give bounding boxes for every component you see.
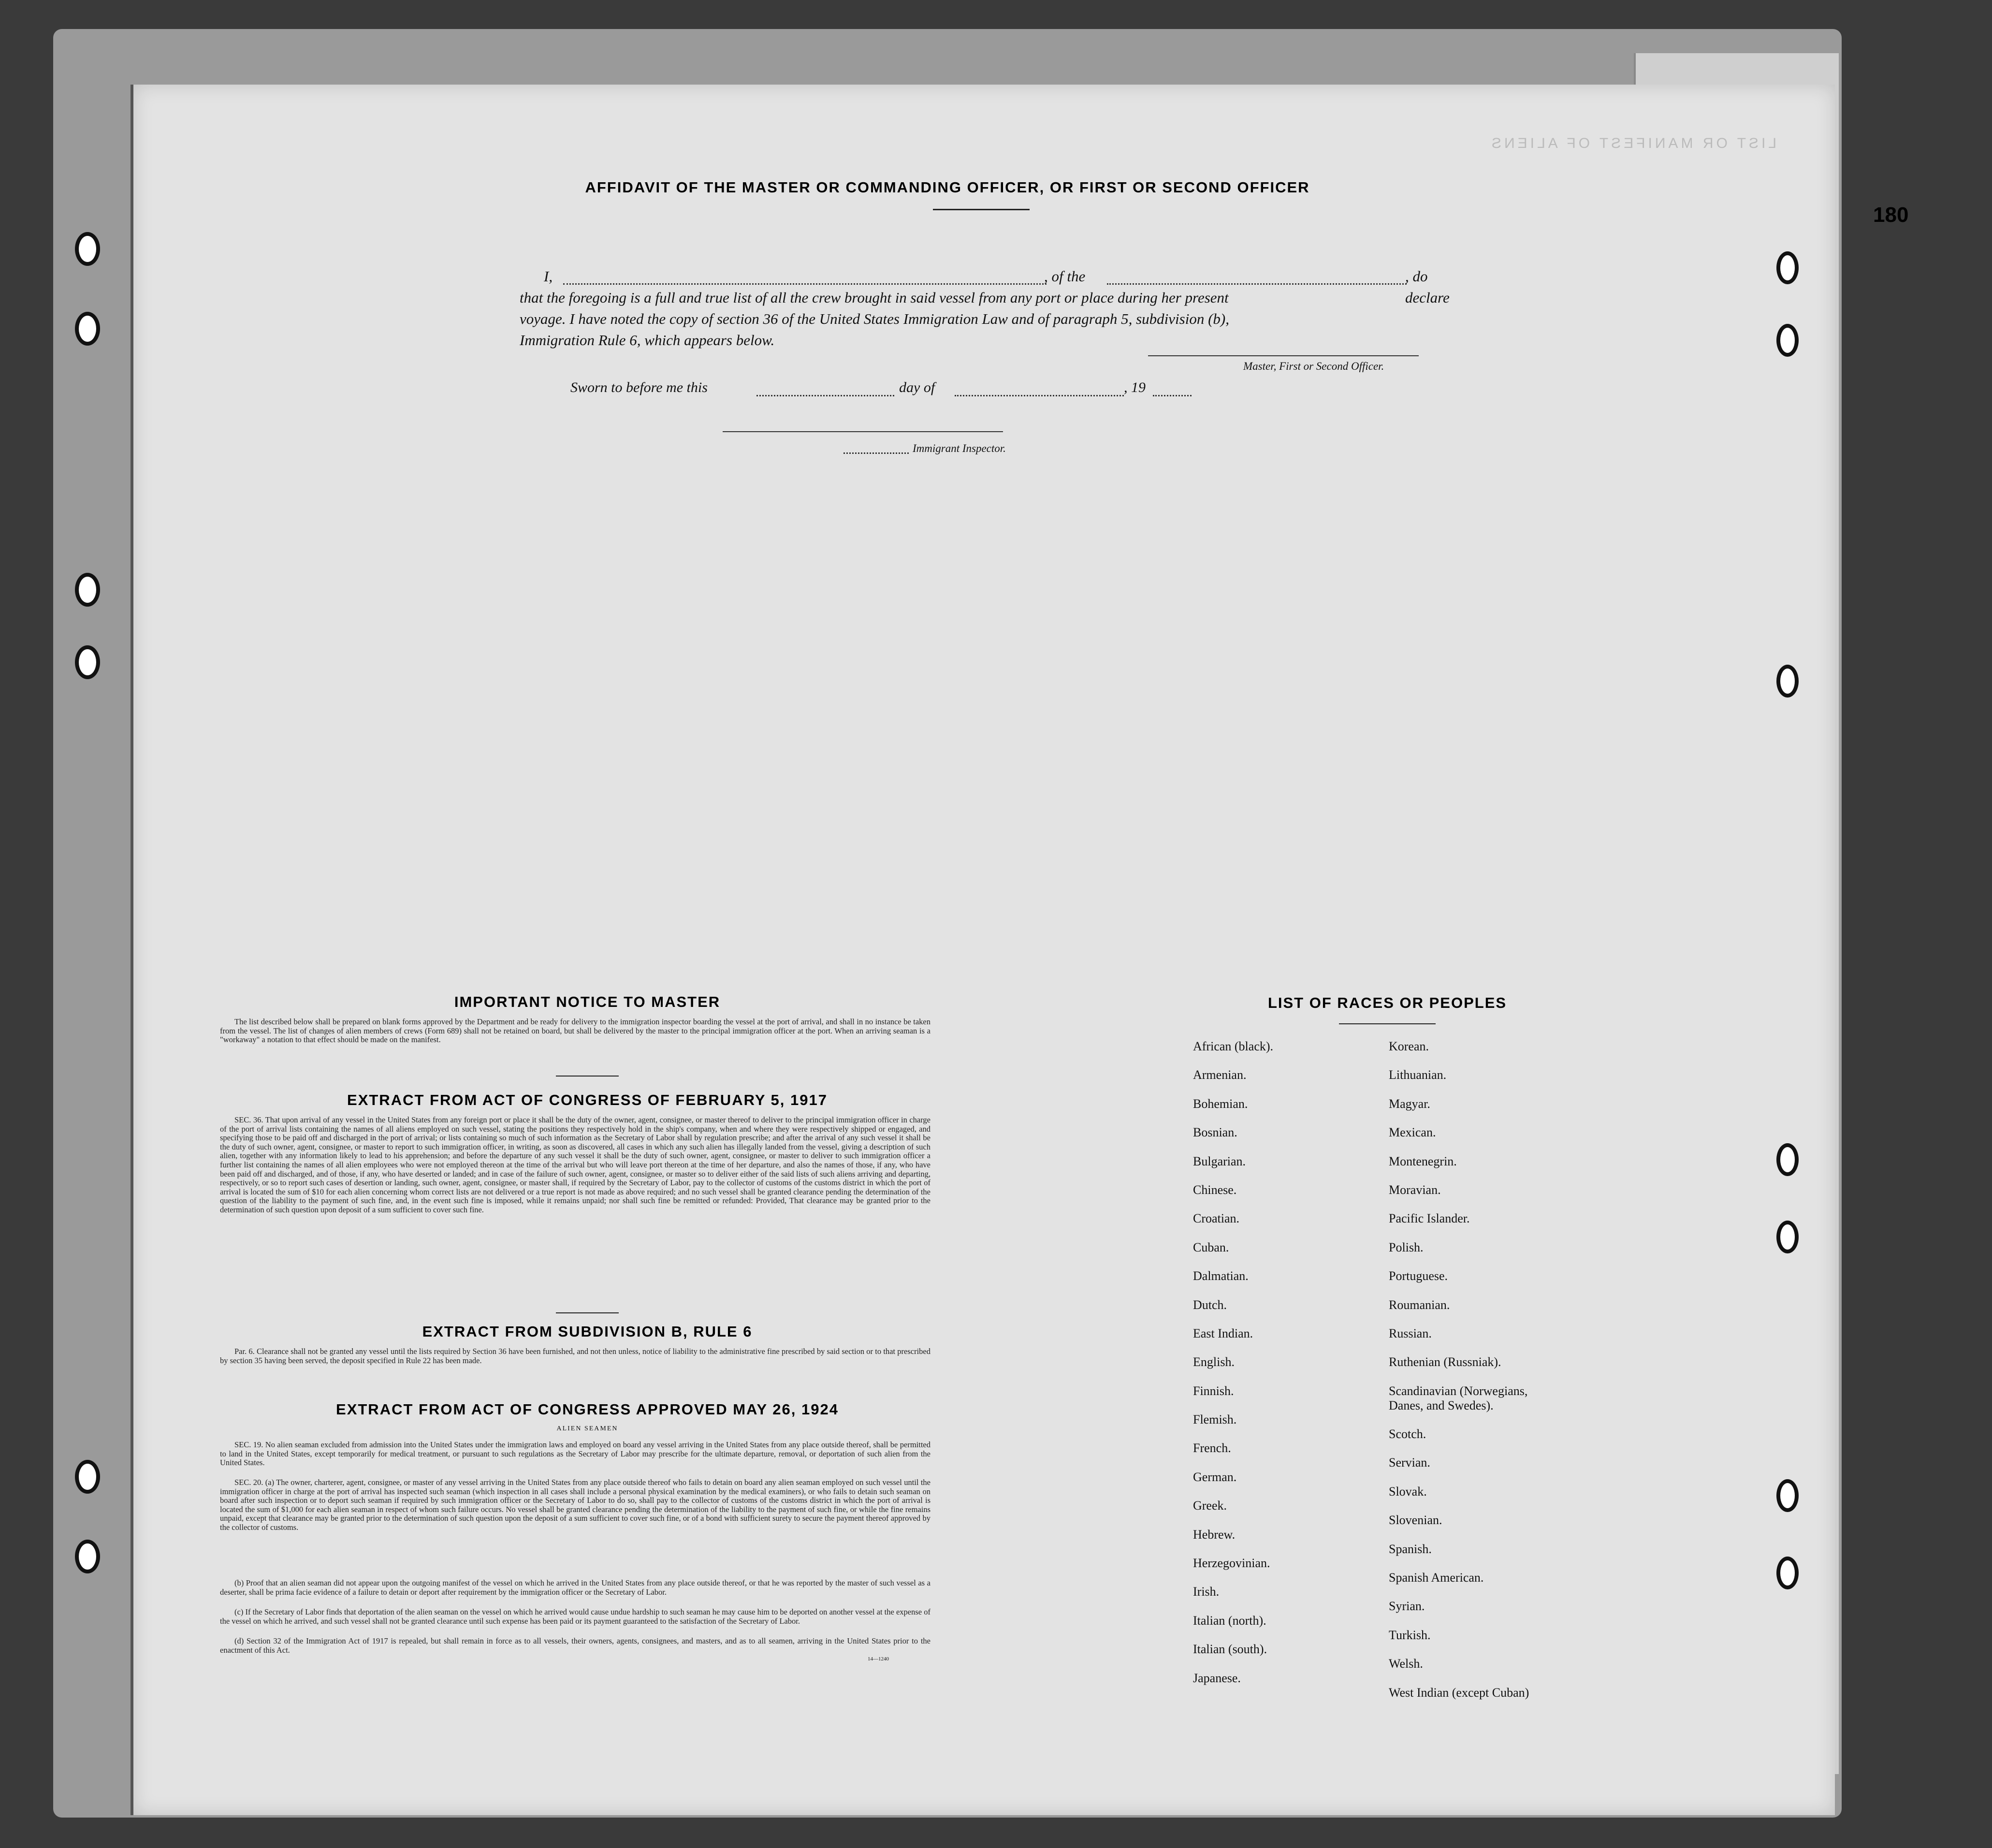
race-item: Scandinavian (Norwegians, [1389,1383,1528,1398]
race-item: English. [1193,1355,1235,1369]
form-number: 14—1240 [868,1656,889,1662]
race-item: Irish. [1193,1585,1220,1599]
punch-hole [1776,251,1799,284]
race-item: Croatian. [1193,1211,1240,1226]
extract-rule6-text: Par. 6. Clearance shall not be granted any vessel until the lists required by Section 36 have been furnished, and not then unless, notice of liability to the administrative fine prescribed by said section or to that prescribed by section 35 having been served, the deposit specified in Rule 22 has been made. [220,1347,931,1365]
affidavit-of-the: , of the [1044,268,1086,285]
page-number: 180 [1873,203,1909,227]
race-item: Mexican. [1389,1125,1436,1140]
race-item: Lithuanian. [1389,1068,1447,1082]
race-item: East Indian. [1193,1326,1253,1340]
race-item: Slovak. [1389,1484,1427,1499]
race-item: Cuban. [1193,1240,1229,1254]
race-item: German. [1193,1470,1237,1484]
sworn-line [570,379,1199,399]
punch-hole [75,573,100,607]
race-item: French. [1193,1441,1231,1455]
extract-1924-sec20c: (c) If the Secretary of Labor finds that deportation of the alien seaman on the vessel on which he arrived would cause undue hardship to such seaman he may cause him to be deported on another vessel at the expense of the vessel on which he arrived, and such vessel shall not be granted clearance until such expense has been paid or its payment guaranteed to the satisfaction of the Secretary of Labor. [220,1607,931,1626]
affidavit-line-2: that the foregoing is a full and true list of all the crew brought in said vessel from any port or place during her present [520,289,1229,306]
notice-text: The list described below shall be prepared on blank forms approved by the Department and be ready for delivery to the immigration inspector boarding the vessel at the port of arrival, and shall in no instance be taken from the vessel. The list of changes of alien members of crews (Form 689) shall not be retained on board, but shall be delivered by the master to the principal immigration officer at the port. When an arriving seaman is a "workaway" a notation to that effect should be made on the manifest. [220,1017,931,1045]
races-column-2 [1389,1039,1529,1714]
extract-1924-sec20a: SEC. 20. (a) The owner, charterer, agent, consignee, or master of any vessel arriving in the United States from any place outside thereof who fails to detain on board any alien seaman employed on such vessel until the immigration officer in charge at the port of arrival has inspected such seaman (which inspection in all cases shall include a personal physical examination by the medical examiners), or who fails to detain such seaman on board after such inspection or to deport such seaman if required by such immigration officer or the Secretary of Labor to do so, shall pay to the collector of customs of the customs district in which the port of arrival is located the sum of $1,000 for each alien seaman in respect of whom such failure occurs. No vessel shall be granted clearance pending the determination of the liability to the payment of such fine, or while the fine remains unpaid, except that clearance may be granted prior to the determination of such question upon the deposit of a sum sufficient to cover such fine, or of a bond with sufficient surety to secure the payment thereof approved by the collector of customs. [220,1478,931,1532]
inspector-caption: Immigrant Inspector. [913,442,1006,454]
race-item: Italian (north). [1193,1613,1266,1628]
extract-1924-subtitle: ALIEN SEAMEN [556,1425,618,1432]
punch-hole [75,1540,100,1573]
punch-hole [1776,1221,1799,1253]
extract-1924-sec20d: (d) Section 32 of the Immigration Act of 1917 is repealed, but shall remain in force as to all vessels, their owners, agents, consignees, and masters, and as to all seamen, arriving in the United States prior to the enactment of this Act. [220,1636,931,1655]
race-item: Bosnian. [1193,1125,1237,1140]
race-item: Ruthenian (Russniak). [1389,1355,1501,1369]
race-item: Dalmatian. [1193,1269,1249,1283]
inspector-signature-line[interactable] [723,426,1003,432]
race-item: Chinese. [1193,1182,1237,1197]
punch-hole [1776,324,1799,357]
punch-hole [1776,1479,1799,1512]
punch-hole [75,312,100,346]
race-item: Danes, and Swedes). [1389,1398,1494,1412]
extract-1917-title: EXTRACT FROM ACT OF CONGRESS OF FEBRUARY 5, 1917 [347,1091,828,1108]
race-item: Japanese. [1193,1671,1241,1685]
race-item: Pacific Islander. [1389,1211,1470,1226]
races-title-rule [1339,1023,1436,1024]
punch-hole [75,232,100,266]
race-item: Armenian. [1193,1068,1247,1082]
race-item: Roumanian. [1389,1297,1450,1312]
day-of-label: day of [899,379,935,395]
bleed-through-text: LIST OR MANIFEST OF ALIENS [1489,135,1776,151]
race-item: Slovenian. [1389,1513,1442,1528]
master-signature-line[interactable] [1148,350,1419,356]
master-caption: Master, First or Second Officer. [1243,360,1384,372]
affidavit-declare: , do declare [1405,268,1450,306]
affidavit-text [520,266,1457,351]
race-item: Greek. [1193,1499,1227,1513]
race-item: Korean. [1389,1039,1429,1053]
race-item: Bohemian. [1193,1096,1248,1111]
notice-title: IMPORTANT NOTICE TO MASTER [454,993,721,1010]
races-column-1 [1193,1039,1273,1700]
race-item: Herzegovinian. [1193,1556,1270,1571]
race-item: Servian. [1389,1455,1430,1470]
race-item: Spanish American. [1389,1571,1484,1585]
race-item: Italian (south). [1193,1642,1267,1657]
race-item: Welsh. [1389,1657,1423,1671]
race-item: Portuguese. [1389,1269,1448,1283]
sworn-year-field[interactable] [1153,386,1192,396]
race-item: Bulgarian. [1193,1154,1246,1168]
affidavit-title: AFFIDAVIT OF THE MASTER OR COMMANDING OFFICER, OR FIRST OR SECOND OFFICER [585,179,1310,196]
sworn-day-field[interactable] [756,386,894,396]
inspector-name-field[interactable] [843,446,909,454]
punch-hole [1776,1557,1799,1589]
extract-1917-rule [556,1312,619,1313]
extract-1924-sec20b: (b) Proof that an alien seaman did not appear upon the outgoing manifest of the vessel on which he arrived in the United States from any place outside thereof, or that he was reported by the master of such vessel as a deserter, shall be prima facie evidence of a failure to detain or deport after requirement by the immigration officer or the Secretary of Labor. [220,1578,931,1597]
notice-rule [556,1076,619,1077]
race-item: West Indian (except Cuban) [1389,1685,1529,1700]
race-item: Flemish. [1193,1412,1237,1427]
punch-hole [1776,1143,1799,1176]
race-item: Magyar. [1389,1096,1430,1111]
vessel-name-field[interactable] [1107,274,1407,285]
races-title: LIST OF RACES OR PEOPLES [1267,994,1507,1011]
race-item: Montenegrin. [1389,1154,1457,1168]
race-item: African (black). [1193,1039,1274,1053]
year-label: , 19 [1124,379,1146,395]
sworn-label: Sworn to before me this [570,379,708,395]
extract-1917-text: SEC. 36. That upon arrival of any vessel in the United States from any foreign port or place it shall be the duty of the owner, agent, consignee, or master thereof to deliver to the principal immigration officer in charge of the port of arrival lists containing the names of all aliens employed on such vessel, stating the positions they respectively hold in the ship's company, when and where they were respectively shipped or engaged, and specifying those to be paid off and discharged in the port of arrival; or lists containing so much of such information as the Secretary of Labor shall by regulation prescribe; and after the arrival of any such vessel it shall be the duty of such owner, agent, consignee, or master to report to such immigration officer, in writing, as soon as discovered, all cases in which any such alien has illegally landed from the vessel, giving a description of such alien, together with any information likely to lead to his apprehension; and before the departure of any such vessel it shall be the duty of such owner, agent, consignee, or master to deliver to such immigration officer a further list containing the names of all alien employees who were not employed thereon at the time of the arrival but who will leave port thereon at the time of her departure, and also the names of those, if any, who have been paid off and discharged, and of those, if any, who have deserted or landed; and in case of the failure of such owner, agent, consignee, or master so to deliver either of the said lists of such aliens arriving and departing, respectively, or so to report such cases of desertion or landing, such owner, agent, consignee, or master shall, if required by the Secretary of Labor, pay to the collector of customs of the customs district in which the port of arrival is located the sum of $10 for each alien concerning whom correct lists are not delivered or a true report is not made as above required; and no such vessel shall be granted clearance pending the determination of the question of the liability to the payment of such fine, and, in the event such fine is imposed, while it remains unpaid; nor shall such fine be remitted or refunded: Provided, That clearance may be granted prior to the determination of such question upon deposit of a sum sufficient to cover such fine. [220,1115,931,1214]
affidavit-line-4: Immigration Rule 6, which appears below. [520,332,775,349]
affidavit-title-rule [933,209,1030,210]
master-name-field[interactable] [563,274,1047,285]
race-item: Finnish. [1193,1383,1234,1398]
race-item: Syrian. [1389,1599,1425,1614]
race-item: Spanish. [1389,1542,1432,1556]
affidavit-line-3: voyage. I have noted the copy of section 36 of the United States Immigration Law and of paragraph 5, subdivision (b), [520,310,1229,327]
punch-hole [1776,665,1799,698]
extract-1924-sec19: SEC. 19. No alien seaman excluded from admission into the United States under the immigration laws and employed on board any vessel arriving in the United States from any place outside thereof, shall be permitted to land in the United States, except temporarily for medical treatment, or pursuant to such regulations as the Secretary of Labor may prescribe for the ultimate departure, removal, or deportation of such alien from the United States. [220,1440,931,1468]
race-item: Polish. [1389,1240,1424,1254]
race-item: Hebrew. [1193,1527,1236,1542]
race-item: Russian. [1389,1326,1432,1340]
race-item: Turkish. [1389,1628,1431,1642]
punch-hole [75,1460,100,1494]
punch-hole [75,645,100,679]
race-item: Dutch. [1193,1297,1227,1312]
affidavit-i: I, [544,268,553,285]
extract-1924-title: EXTRACT FROM ACT OF CONGRESS APPROVED MAY 26, 1924 [336,1401,839,1418]
race-item: Moravian. [1389,1182,1441,1197]
sworn-month-field[interactable] [955,386,1124,396]
extract-rule6-title: EXTRACT FROM SUBDIVISION B, RULE 6 [422,1323,753,1340]
race-item: Scotch. [1389,1427,1426,1441]
